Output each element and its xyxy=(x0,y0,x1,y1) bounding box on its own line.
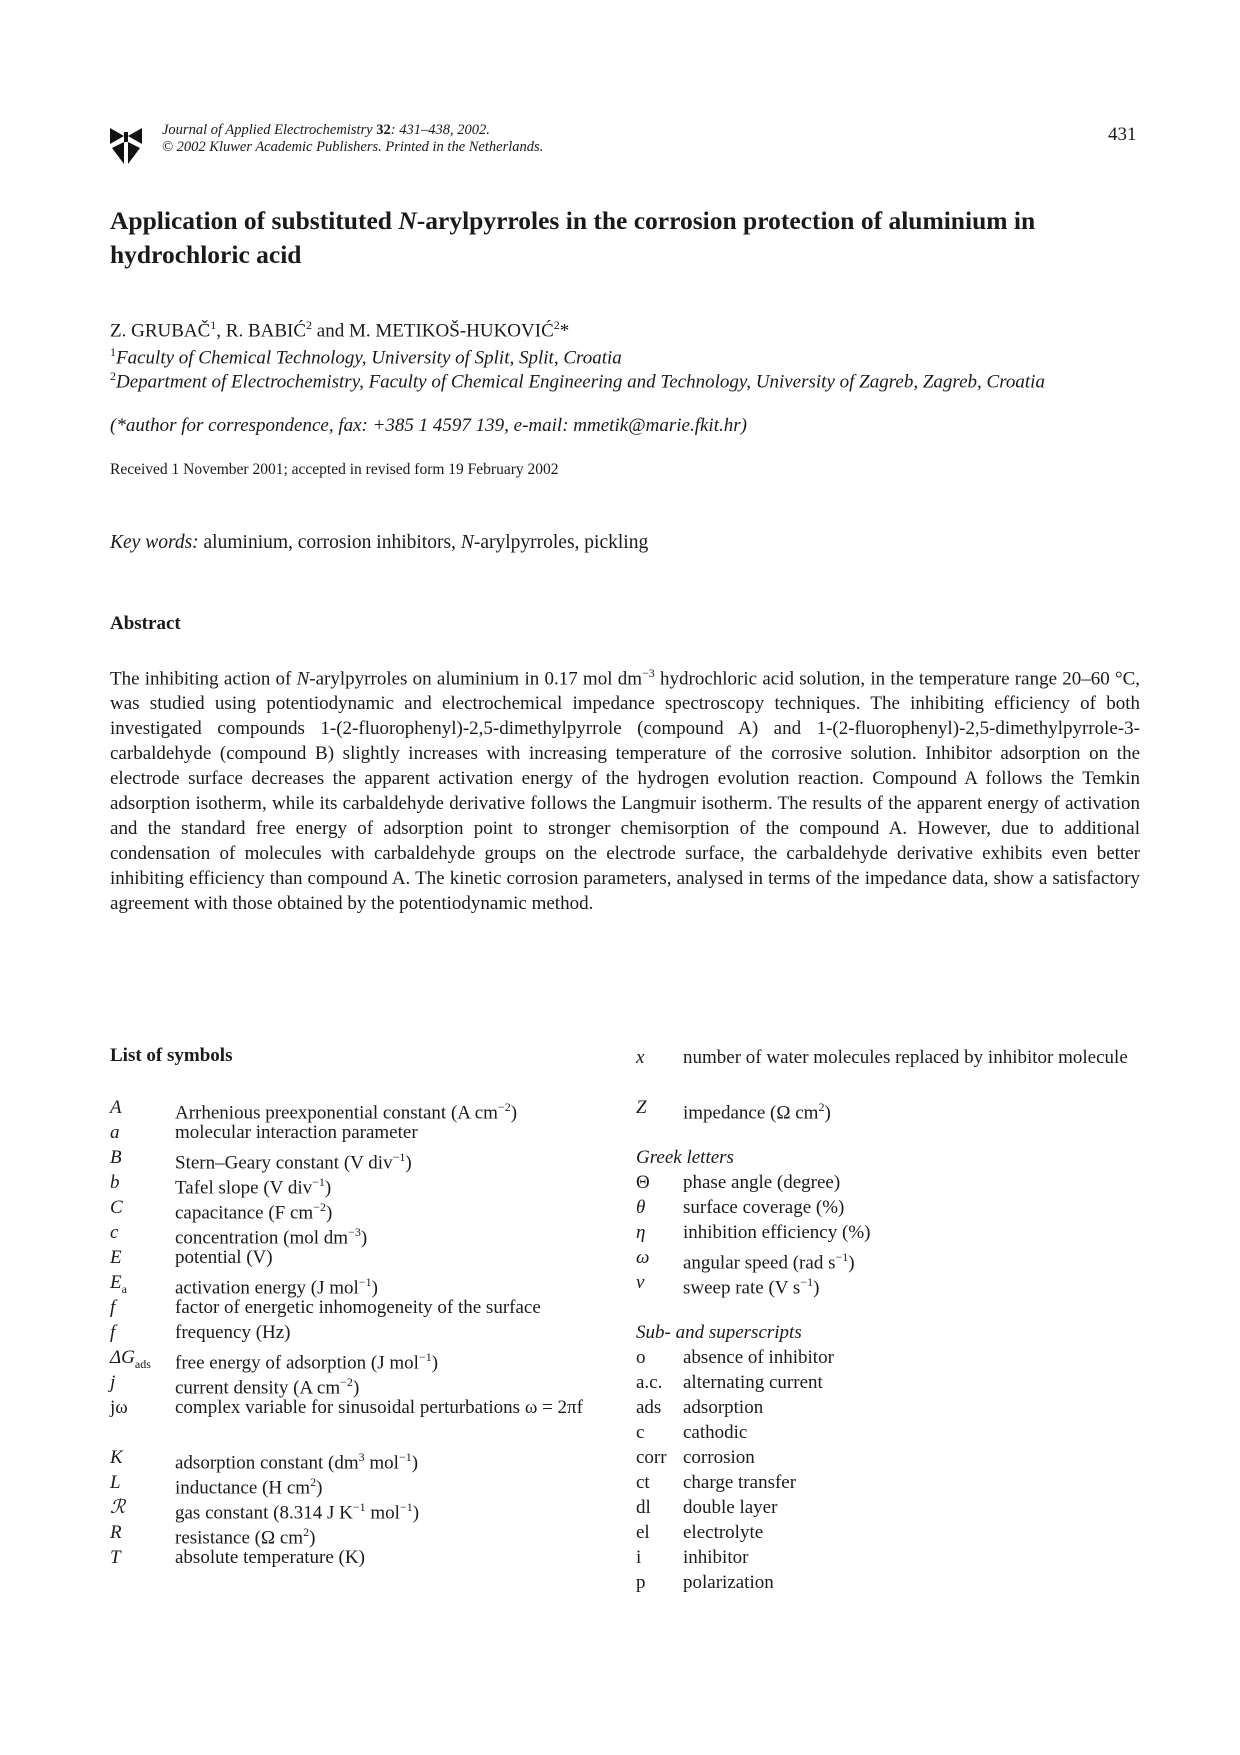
symbol-row: Θ phase angle (degree) xyxy=(636,1172,841,1193)
symbol-row: ct charge transfer xyxy=(636,1472,797,1493)
symbol-row: p polarization xyxy=(636,1572,774,1593)
journal-citation: Journal of Applied Electrochemistry 32: 431–438, 2002. © 2002 Kluwer Academic Publishers. Printed in the Netherlands. xyxy=(162,122,544,155)
correspondence-note: (*author for correspondence, fax: +385 1 4597 139, e-mail: mmetik@marie.fkit.hr) xyxy=(110,415,747,436)
symbol-row: L inductance (H $cm^2$) xyxy=(110,1472,323,1499)
subscripts-heading: Sub- and superscripts xyxy=(636,1322,802,1343)
symbol-row: ads adsorption xyxy=(636,1397,764,1418)
symbol-row: $E_a$ activation energy (J mol$^{-1}$) xyxy=(110,1272,378,1299)
symbol-row: x number of water molecules replaced by inhibitor molecule xyxy=(636,1047,1128,1068)
symbol-row: f frequency (Hz) xyxy=(110,1322,291,1343)
symbol-row: K adsorption constant ($dm^3$ mol$^{-1}$) xyxy=(110,1447,419,1474)
symbol-row: corr corrosion xyxy=(636,1447,755,1468)
symbol-row: o absence of inhibitor xyxy=(636,1347,834,1368)
paper-title: Application of substituted N-arylpyrroles in the corrosion protection of aluminium in hydrochloric acid xyxy=(110,206,1036,269)
symbol-row: i inhibitor xyxy=(636,1547,749,1568)
symbol-row: c concentration (mol $dm^{-3}$) xyxy=(110,1222,368,1249)
symbols-right-column xyxy=(636,1045,1146,1595)
symbol-row: T absolute temperature (K) xyxy=(110,1547,365,1568)
affiliation-1: $^1$Faculty of Chemical Technology, University of Split, Split, Croatia xyxy=(110,345,622,369)
abstract-heading: Abstract xyxy=(110,613,181,634)
received-dates: Received 1 November 2001; accepted in revised form 19 February 2002 xyxy=(110,461,559,478)
symbol-row: C capacitance (F $cm^{-2}$) xyxy=(110,1197,333,1224)
symbols-left-column xyxy=(110,1095,630,1570)
symbol-row: ω angular speed (rad $s^{-1}$) xyxy=(636,1247,855,1274)
symbol-row: Z impedance (Ω $cm^2$) xyxy=(636,1097,831,1124)
symbol-row: θ surface coverage (%) xyxy=(636,1197,845,1218)
symbol-row: η inhibition efficiency (%) xyxy=(636,1222,871,1243)
abstract-body: The inhibiting action of N-arylpyrroles on aluminium in 0.17 mol $dm^{-3}$ hydrochloric acid solution, in the temperature range 20–60 °C, was studied using potentiodynamic and electrochemical impedance spectroscopy techniques. The inhibiting efficiency of both investigated compounds 1-(2-fluorophenyl)-2,5-dimethylpyrrole (compound A) and 1-(2-fluorophenyl)-2,5-dimethylpyrrole-3-carbaldehyde (compound B) slightly increases with increasing temperature of the corrosive solution. Inhibitor adsorption on the electrode surface decreases the apparent activation energy of the hydrogen evolution reaction. Compound A follows the Temkin adsorption isotherm, while its carbaldehyde derivative follows the Langmuir isotherm. The results of the apparent energy of activation and the standard free energy of adsorption point to stronger chemisorption of the compound A. However, due to additional condensation of molecules with carbaldehyde groups on the electrode surface, the carbaldehyde derivative exhibits even better inhibiting efficiency than compound A. The kinetic corrosion parameters, analysed in terms of the impedance data, show a satisfactory agreement with those obtained by the potentiodynamic method. xyxy=(110,666,1140,915)
symbol-row: R resistance (Ω $cm^2$) xyxy=(110,1522,316,1549)
symbol-row: $\Delta G_{ads}$ free energy of adsorption (J mol$^{-1}$) xyxy=(110,1347,439,1374)
symbol-row: a molecular interaction parameter xyxy=(110,1122,418,1143)
symbol-row: v sweep rate (V $s^{-1}$) xyxy=(636,1272,820,1299)
page-number: 431 xyxy=(1108,124,1137,145)
symbol-row: jω complex variable for sinusoidal perturbations ω = 2πf xyxy=(110,1397,583,1418)
symbol-row: el electrolyte xyxy=(636,1522,764,1543)
affiliation-2: $^2$Department of Electrochemistry, Faculty of Chemical Engineering and Technology, University of Zagreb, Zagreb, Croatia xyxy=(110,369,1045,393)
symbols-heading: List of symbols xyxy=(110,1045,233,1066)
symbol-row: b Tafel slope (V div$^{-1}$) xyxy=(110,1172,332,1199)
publisher-logo-icon xyxy=(110,126,142,166)
symbol-row: A Arrhenious preexponential constant (A $cm^{-2}$) xyxy=(110,1097,518,1124)
author-list: Z. GRUBAČ$^1$, R. BABIĆ$^2$ and M. METIKOŠ-HUKOVIĆ$^2$* xyxy=(110,318,570,342)
greek-letters-heading: Greek letters xyxy=(636,1147,734,1168)
symbol-row: a.c. alternating current xyxy=(636,1372,823,1393)
symbol-row: f factor of energetic inhomogeneity of the surface xyxy=(110,1297,541,1318)
symbol-row: c cathodic xyxy=(636,1422,748,1443)
symbol-row: E potential (V) xyxy=(110,1247,273,1268)
symbol-row: ℛ gas constant (8.314 J $K^{-1}$ mol$^{-1}$) xyxy=(110,1497,420,1524)
symbol-row: dl double layer xyxy=(636,1497,778,1518)
keywords: Key words: aluminium, corrosion inhibitors, N-arylpyrroles, pickling xyxy=(110,532,649,553)
symbol-row: B Stern–Geary constant (V div$^{-1}$) xyxy=(110,1147,412,1174)
symbol-row: j current density (A $cm^{-2}$) xyxy=(110,1372,360,1399)
